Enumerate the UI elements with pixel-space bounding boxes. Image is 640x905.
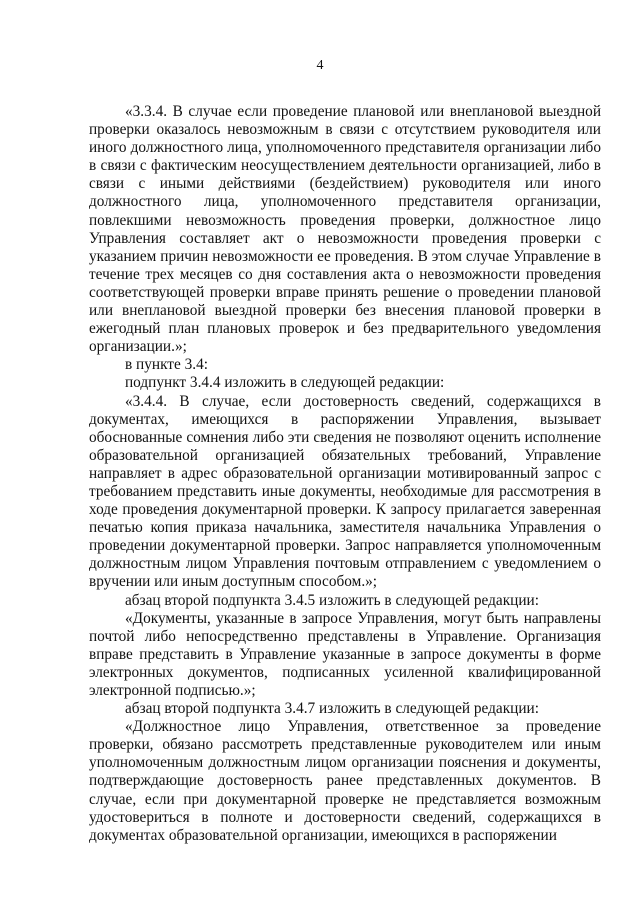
paragraph-subpoint-3-4-4-intro: подпункт 3.4.4 изложить в следующей редакции: [125,374,445,392]
paragraph-point-3-4: в пункте 3.4: [125,356,208,374]
page-number: 4 [316,58,324,73]
document-body [89,103,601,845]
paragraph-3-4-4: «3.4.4. В случае, если достоверность сведений, содержащихся в документах, имеющихся в распоряжении Управления, вызывает обоснованные сомнения либо эти сведения не позволяют оценить исполнение образовательной организацией обязательных требований, Управление направляет в адрес образовательной организации мотивированный запрос с требованием представить иные документы, необходимые для рассмотрения в ходе проведения документарной проверки. К запросу прилагается заверенная печатью копия приказа начальника, заместителя начальника Управления о проведении документарной проверки. Запрос направляется уполномоченным должностным лицом Управления почтовым отправлением с уведомлением о вручении или иным доступным способом.»; [89,392,601,591]
paragraph-3-4-7: «Должностное лицо Управления, ответственное за проведение проверки, обязано рассмотреть представленные руководителем или иным уполномоченным должностным лицом организации пояснения и документы, подтверждающие достоверность ранее представленных документов. В случае, если при документарной проверке не представляется возможным удостовериться в полноте и достоверности сведений, содержащихся в документах образовательной организации, имеющихся в распоряжении [89,718,601,844]
paragraph-3-4-7-intro: абзац второй подпункта 3.4.7 изложить в следующей редакции: [125,700,539,718]
paragraph-3-4-5: «Документы, указанные в запросе Управления, могут быть направлены почтой либо непосредственно представлены в Управление. Организация вправе представить в Управление указанные в запросе документы в форме электронных документов, подписанных усиленной квалифицированной электронной подписью.»; [89,609,601,699]
paragraph-3-4-5-intro: абзац второй подпункта 3.4.5 изложить в следующей редакции: [125,591,539,609]
paragraph-3-3-4: «3.3.4. В случае если проведение плановой или внеплановой выездной проверки оказалось невозможным в связи с отсутствием руководителя или иного должностного лица, уполномоченного представителя организации либо в связи с фактическим неосуществлением деятельности организацией, либо в связи с иными действиями (бездействием) руководителя или иного должностного лица, уполномоченного представителя организации, повлекшими невозможность проведения проверки, должностное лицо Управления составляет акт о невозможности проведения проверки с указанием причин невозможности ее проведения. В этом случае Управление в течение трех месяцев со дня составления акта о невозможности проведения соответствующей проверки вправе принять решение о проведении плановой или внеплановой выездной проверки без внесения плановой проверки в ежегодный план плановых проверок и без предварительного уведомления организации.»; [89,103,601,356]
